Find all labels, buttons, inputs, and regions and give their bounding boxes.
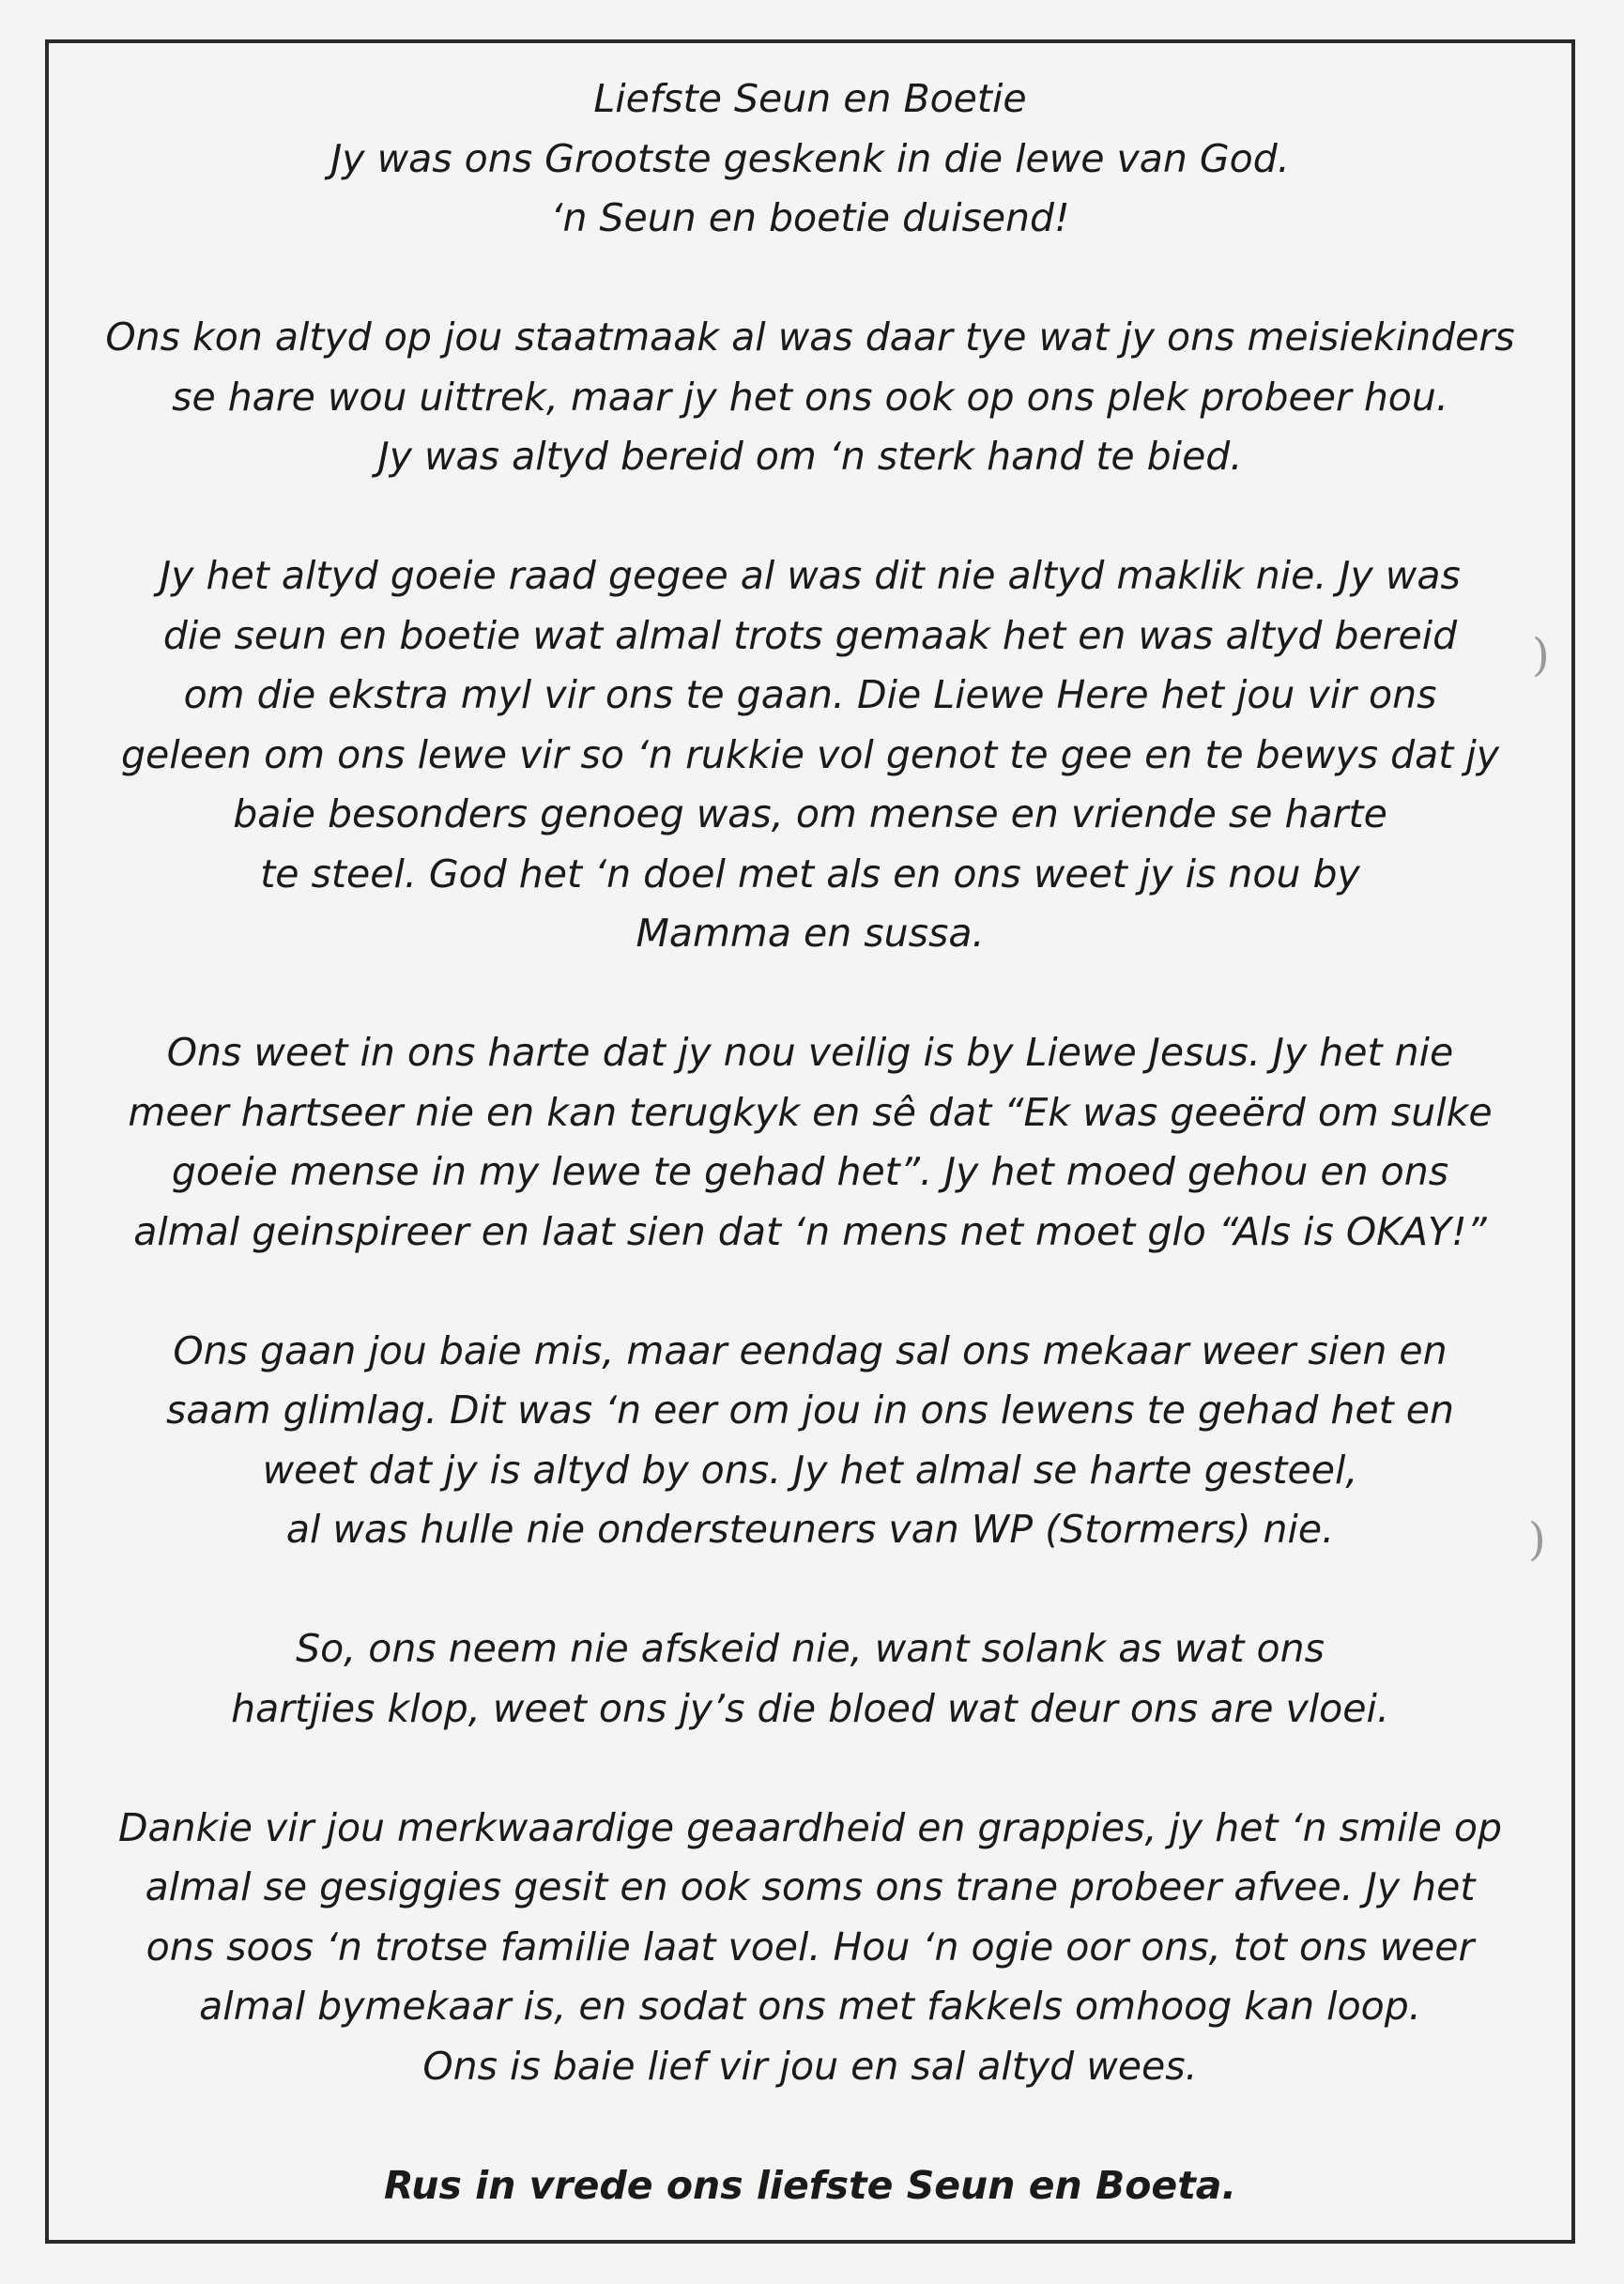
paragraph-2-line: die seun en boetie wat almal trots gemaak het en was altyd bereid: [162, 612, 1458, 658]
paragraph-6-line: Dankie vir jou merkwaardige geaardheid en grappies, jy het ‘n smile op: [117, 1804, 1503, 1850]
paragraph-5-line: So, ons neem nie afskeid nie, want solank as wat ons: [296, 1626, 1325, 1671]
staple-mark-icon: ): [1528, 1513, 1546, 1566]
paragraph-1-line: Jy was altyd bereid om ‘n sterk hand te bied.: [377, 434, 1243, 479]
paragraph-2-line: geleen om ons lewe vir so ‘n rukkie vol genot te gee en te bewys dat jy: [120, 731, 1500, 777]
paragraph-1-line: se hare wou uittrek, maar jy het ons ook op ons plek probeer hou.: [172, 374, 1448, 420]
paragraph-3-line: Ons weet in ons harte dat jy nou veilig is by Liewe Jesus. Jy het nie: [166, 1030, 1454, 1075]
memorial-page-frame: [45, 39, 1575, 2244]
letter-salutation: Liefste Seun en Boetie: [593, 76, 1027, 121]
paragraph-3-line: goeie mense in my lewe te gehad het”. Jy het moed gehou en ons: [171, 1149, 1449, 1194]
paragraph-4-line: weet dat jy is altyd by ons. Jy het almal se harte gesteel,: [262, 1447, 1358, 1493]
paragraph-6-line: almal se gesiggies gesit en ook soms ons trane probeer afvee. Jy het: [145, 1864, 1476, 1909]
paragraph-5-line: hartjies klop, weet ons jy’s die bloed wat deur ons are vloei.: [231, 1685, 1389, 1731]
paragraph-2-line: om die ekstra myl vir ons te gaan. Die Liewe Here het jou vir ons: [183, 672, 1437, 717]
paragraph-4-line: saam glimlag. Dit was ‘n eer om jou in ons lewens te gehad het en: [166, 1387, 1454, 1433]
memorial-letter: [49, 43, 1571, 2215]
intro-line: ‘n Seun en boetie duisend!: [550, 195, 1070, 240]
paragraph-4-line: Ons gaan jou baie mis, maar eendag sal ons mekaar weer sien en: [173, 1327, 1448, 1373]
paragraph-4-line: al was hulle nie ondersteuners van WP (Stormers) nie.: [285, 1507, 1335, 1552]
intro-line: Jy was ons Grootste geskenk in die lewe van God.: [330, 135, 1290, 181]
paragraph-1-line: Ons kon altyd op jou staatmaak al was daar tye wat jy ons meisiekinders: [105, 314, 1515, 360]
closing-line: Rus in vrede ons liefste Seun en Boeta.: [383, 2162, 1237, 2208]
paragraph-6-line: almal bymekaar is, en sodat ons met fakkels omhoog kan loop.: [199, 1984, 1421, 2029]
paragraph-2-line: baie besonders genoeg was, om mense en vriende se harte: [233, 791, 1387, 836]
paragraph-6-line: ons soos ‘n trotse familie laat voel. Hou ‘n ogie oor ons, tot ons weer: [146, 1924, 1475, 1970]
paragraph-3-line: almal geinspireer en laat sien dat ‘n mens net moet glo “Als is OKAY!”: [133, 1208, 1487, 1254]
staple-mark-icon: ): [1532, 629, 1550, 682]
paragraph-2-line: Jy het altyd goeie raad gegee al was dit nie altyd maklik nie. Jy was: [160, 553, 1461, 598]
paragraph-2-line: te steel. God het ‘n doel met als en ons weet jy is nou by: [260, 851, 1360, 897]
paragraph-6-line: Ons is baie lief vir jou en sal altyd wees.: [422, 2043, 1198, 2089]
paragraph-3-line: meer hartseer nie en kan terugkyk en sê dat “Ek was geeërd om sulke: [128, 1089, 1493, 1135]
paragraph-2-line: Mamma en sussa.: [636, 911, 985, 956]
